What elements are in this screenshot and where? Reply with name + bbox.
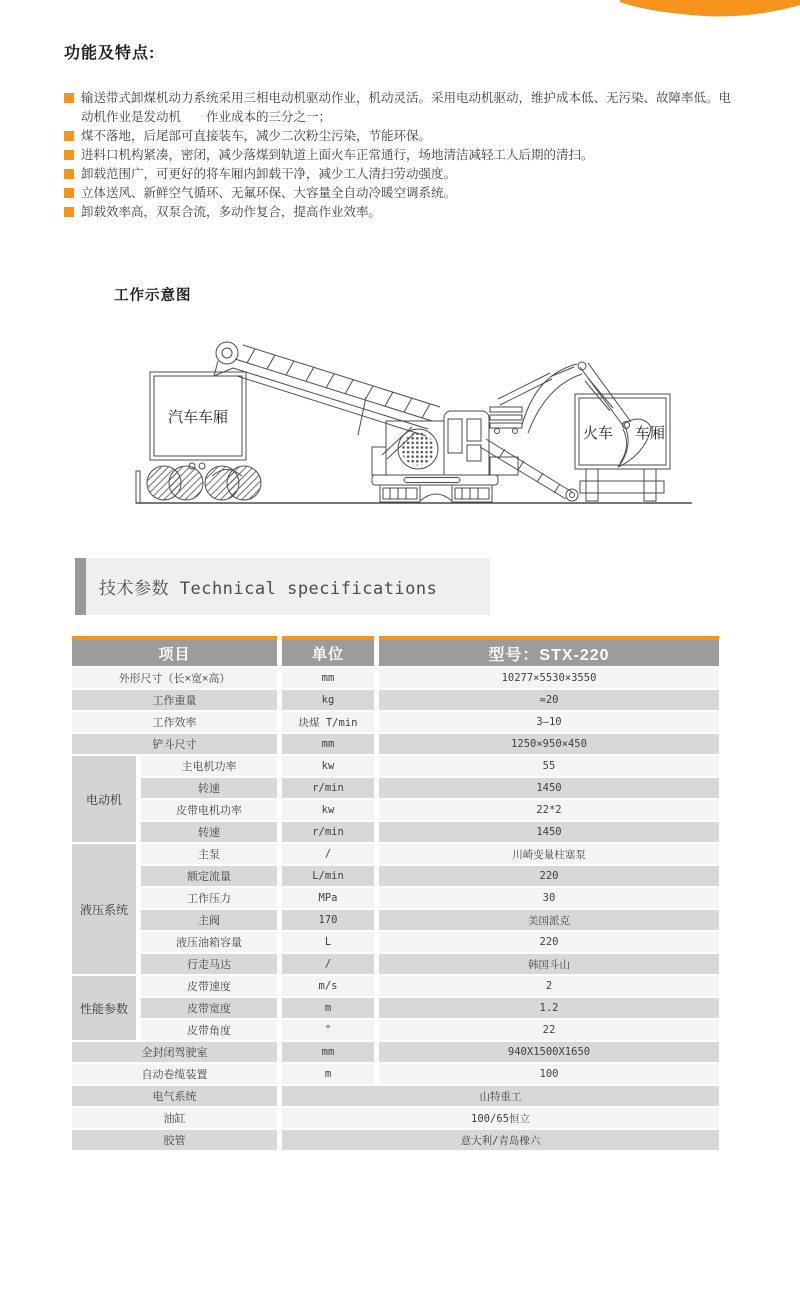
item-cell: 主阀 — [141, 910, 277, 930]
item-cell: 转速 — [141, 778, 277, 798]
item-cell: 电气系统 — [72, 1086, 277, 1106]
item-cell: 工作压力 — [141, 888, 277, 908]
item-cell: 皮带角度 — [141, 1020, 277, 1040]
feature-item — [64, 89, 740, 127]
bullet-square-icon — [64, 93, 74, 103]
feature-item — [64, 184, 740, 203]
value-cell: 22*2 — [379, 800, 719, 820]
bullet-square-icon — [64, 188, 74, 198]
item-cell: 油缸 — [72, 1108, 277, 1128]
table-row — [72, 954, 719, 974]
table-row — [72, 1108, 719, 1128]
train-box-label-right: 车厢 — [634, 425, 666, 442]
table-row — [72, 822, 719, 842]
item-cell: 皮带速度 — [141, 976, 277, 996]
table-row — [72, 1086, 719, 1106]
table-row — [72, 998, 719, 1018]
item-cell: 工作效率 — [72, 712, 277, 732]
table-row — [72, 712, 719, 732]
bullet-square-icon — [64, 169, 74, 179]
item-cell: 外形尺寸（长×宽×高） — [72, 668, 277, 688]
value-cell: 1.2 — [379, 998, 719, 1018]
item-cell: 工作重量 — [72, 690, 277, 710]
table-row — [72, 910, 719, 930]
value-cell: 100 — [379, 1064, 719, 1084]
item-cell: 主泵 — [141, 844, 277, 864]
group-cell: 液压系统 — [72, 844, 136, 974]
value-cell: 1250×950×450 — [379, 734, 719, 754]
table-row — [72, 866, 719, 886]
feature-item — [64, 165, 740, 184]
unit-cell: L/min — [282, 866, 374, 886]
value-cell: 1450 — [379, 778, 719, 798]
table-row — [72, 1064, 719, 1084]
bullet-square-icon — [64, 131, 74, 141]
item-cell: 皮带宽度 — [141, 998, 277, 1018]
diagram-section — [0, 284, 800, 510]
value-cell: 55 — [379, 756, 719, 776]
work-diagram — [130, 335, 700, 510]
value-cell-wide: 100/65恒立 — [282, 1108, 719, 1128]
feature-text: 立体送风、新鲜空气循环、无氟环保、大容量全自动冷暖空调系统。 — [81, 186, 457, 200]
value-cell: 30 — [379, 888, 719, 908]
table-row — [72, 668, 719, 688]
table-row — [72, 976, 719, 996]
banner-title: 技术参数 Technical specifications — [99, 579, 438, 599]
train-box-label-left: 火车 — [582, 425, 614, 442]
feature-text: 卸载范围广，可更好的将车厢内卸载干净，减少工人清扫劳动强度。 — [81, 167, 457, 181]
unit-cell: kg — [282, 690, 374, 710]
bullet-square-icon — [64, 150, 74, 160]
item-cell: 自动卷缆装置 — [72, 1064, 277, 1084]
item-cell: 胶管 — [72, 1130, 277, 1150]
unit-cell: MPa — [282, 888, 374, 908]
feature-text: 煤不落地，后尾部可直接装车，减少二次粉尘污染，节能环保。 — [81, 129, 432, 143]
unit-cell: mm — [282, 1042, 374, 1062]
specs-banner — [75, 558, 490, 615]
item-cell: 行走马达 — [141, 954, 277, 974]
unit-cell: L — [282, 932, 374, 952]
item-cell: 液压油箱容量 — [141, 932, 277, 952]
feature-text: 进料口机构紧凑，密闭，减少落煤到轨道上面火车正常通行，场地清洁减轻工人后期的清扫。 — [81, 148, 594, 162]
unit-cell: ° — [282, 1020, 374, 1040]
table-row — [72, 800, 719, 820]
truck-box-label: 汽车车厢 — [167, 409, 229, 426]
diagram-title: 工作示意图 — [114, 288, 192, 304]
value-cell: 2 — [379, 976, 719, 996]
unit-cell: r/min — [282, 778, 374, 798]
table-row — [72, 1042, 719, 1062]
unit-cell: / — [282, 954, 374, 974]
spec-table — [67, 634, 724, 1152]
features-title: 功能及特点: — [64, 45, 156, 62]
unit-cell: m — [282, 1064, 374, 1084]
unit-cell: / — [282, 844, 374, 864]
unit-cell: kw — [282, 756, 374, 776]
value-cell: 10277×5530×3550 — [379, 668, 719, 688]
feature-item — [64, 203, 740, 222]
feature-text: 输送带式卸煤机动力系统采用三相电动机驱动作业，机动灵活。采用电动机驱动，维护成本低、无污染、故障率低。电动机作业是发动机 作业成本的三分之一； — [81, 91, 732, 124]
item-cell: 主电机功率 — [141, 756, 277, 776]
corner-ribbon-icon — [620, 0, 800, 20]
feature-text: 卸载效率高，双泵合流，多动作复合，提高作业效率。 — [81, 205, 382, 219]
table-row — [72, 844, 719, 864]
unit-cell: m — [282, 998, 374, 1018]
group-cell: 电动机 — [72, 756, 136, 842]
bullet-square-icon — [64, 207, 74, 217]
value-cell: 3—10 — [379, 712, 719, 732]
table-row — [72, 932, 719, 952]
table-header-row — [72, 636, 719, 666]
unit-cell: kw — [282, 800, 374, 820]
item-cell: 铲斗尺寸 — [72, 734, 277, 754]
table-row — [72, 690, 719, 710]
unit-cell: mm — [282, 668, 374, 688]
value-cell: 940X1500X1650 — [379, 1042, 719, 1062]
item-cell: 全封闭驾驶室 — [72, 1042, 277, 1062]
table-row — [72, 1130, 719, 1150]
column-header-unit: 单位 — [282, 636, 374, 666]
value-cell: 1450 — [379, 822, 719, 842]
table-row — [72, 1020, 719, 1040]
features-section — [64, 0, 740, 222]
column-header-item: 项目 — [72, 636, 277, 666]
value-cell-wide: 意大利/青岛橡六 — [282, 1130, 719, 1150]
value-cell: ≈20 — [379, 690, 719, 710]
group-cell: 性能参数 — [72, 976, 136, 1040]
table-row — [72, 888, 719, 908]
unit-cell: 块煤 T/min — [282, 712, 374, 732]
item-cell: 额定流量 — [141, 866, 277, 886]
item-cell: 转速 — [141, 822, 277, 842]
unit-cell: r/min — [282, 822, 374, 842]
feature-item — [64, 146, 740, 165]
value-cell: 美国派克 — [379, 910, 719, 930]
value-cell: 韩国斗山 — [379, 954, 719, 974]
value-cell: 220 — [379, 932, 719, 952]
table-row — [72, 756, 719, 776]
value-cell: 220 — [379, 866, 719, 886]
unit-cell: m/s — [282, 976, 374, 996]
table-row — [72, 778, 719, 798]
column-header-model: 型号：STX-220 — [379, 636, 719, 666]
unit-cell: 170 — [282, 910, 374, 930]
value-cell: 22 — [379, 1020, 719, 1040]
table-row — [72, 734, 719, 754]
banner-bar — [75, 558, 86, 615]
feature-item — [64, 127, 740, 146]
unit-cell: mm — [282, 734, 374, 754]
item-cell: 皮带电机功率 — [141, 800, 277, 820]
feature-list — [64, 89, 740, 222]
value-cell: 川崎变量柱塞泵 — [379, 844, 719, 864]
value-cell-wide: 山特重工 — [282, 1086, 719, 1106]
